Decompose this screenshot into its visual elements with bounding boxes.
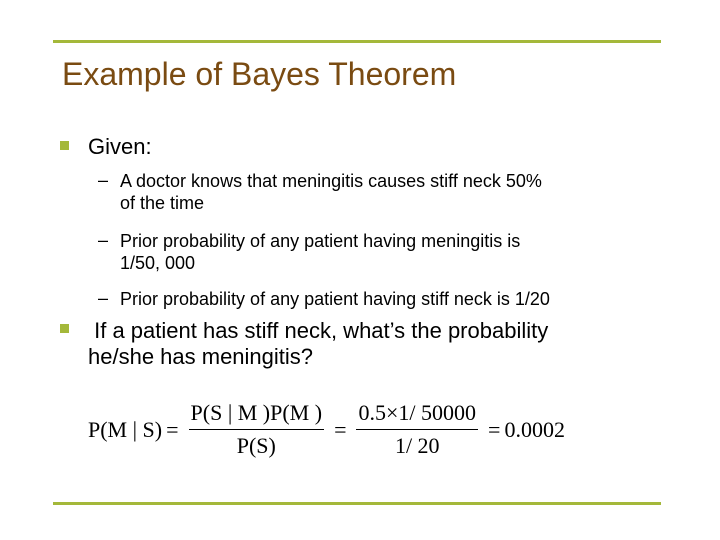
formula-result: 0.0002 <box>504 416 565 442</box>
given-item-2 <box>120 230 520 274</box>
given-item-2-line1: Prior probability of any patient having meningitis is <box>120 231 521 251</box>
question-line1: If a patient has stiff neck, what’s the probability <box>88 318 549 343</box>
bullet-square-icon <box>60 324 69 333</box>
bottom-divider <box>53 502 661 505</box>
dash-marker: – <box>98 230 109 250</box>
given-item-1 <box>120 170 542 214</box>
given-item-3-line1: Prior probability of any patient having stiff neck is 1/20 <box>120 289 550 309</box>
given-item-3 <box>120 288 550 310</box>
fraction-bayes <box>189 400 325 459</box>
given-item-2-line2: 1/50, 000 <box>120 253 196 273</box>
formula-lhs: P(M | S) <box>88 416 163 442</box>
given-label: Given: <box>88 134 152 159</box>
fraction-numeric-denominator: 1/ 20 <box>394 433 440 458</box>
bayes-formula <box>88 400 565 459</box>
dash-marker: – <box>98 288 109 308</box>
fraction-numeric-numerator: 0.5×1/ 50000 <box>356 400 478 430</box>
dash-marker: – <box>98 170 109 190</box>
slide-title: Example of Bayes Theorem <box>62 56 457 92</box>
given-item-1-line1: A doctor knows that meningitis causes stiff neck 50% <box>120 171 542 191</box>
question-text <box>88 318 548 370</box>
fraction-numeric <box>356 400 478 459</box>
top-divider <box>53 40 661 43</box>
equals-sign: = <box>166 416 179 442</box>
fraction-bayes-numerator: P(S | M )P(M ) <box>189 400 325 430</box>
equals-sign: = <box>488 416 501 442</box>
question-line2: he/she has meningitis? <box>88 344 314 369</box>
given-item-1-line2: of the time <box>120 193 205 213</box>
equals-sign: = <box>334 416 347 442</box>
fraction-bayes-denominator: P(S) <box>236 433 276 458</box>
bullet-square-icon <box>60 141 69 150</box>
